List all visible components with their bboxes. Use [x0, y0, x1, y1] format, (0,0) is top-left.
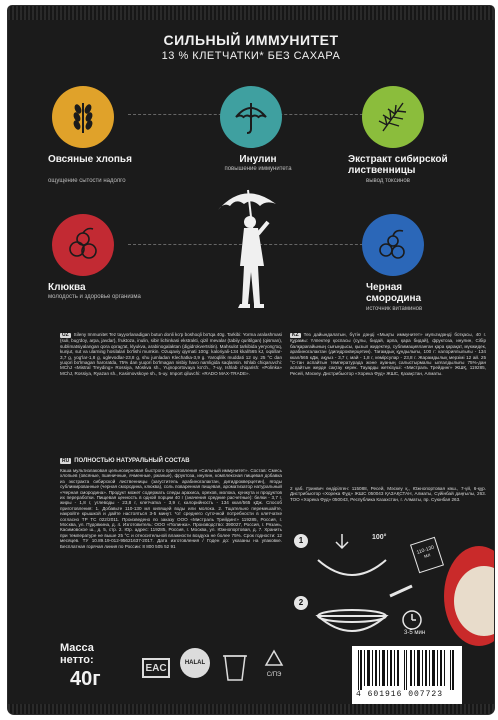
lang-badge-kz: KZ	[292, 332, 299, 338]
step-1-badge: 1	[294, 534, 308, 548]
barcode-bars	[352, 646, 462, 690]
top-seal	[8, 6, 494, 20]
preparation-diagram	[294, 530, 488, 640]
inulin-circle	[220, 86, 282, 148]
ingredient-blackcurrant-name: Черная смородина	[366, 282, 422, 304]
ingredient-oat-name: Овсяные хлопья	[48, 154, 132, 165]
mass-value: 40г	[70, 668, 101, 690]
panel-uz-text: Sileny Immunitet Tez tayyorlanadigan butun donli ko'p boshoqli bo'tqa 40g. Tarkibi: Yorma aralashmasi (suli, bug'doy, arpa, javdar), fruktoza, inulin, sibir lichinkasi ekstrakti, qizil mevalar (tabiiy quritilgan) (qisman), sublimatsiyalangan qora qorag'at, klyukva, arabinogalaktan (digidrokvertsitin). Mahsulot tarkibida yeryong'oq, kunjut, sut va ularning hosilalari bo'lishi mumkin. Ozuqaviy qiymati 100g: kaloriyali-134 kkal/565 kJ, oqsillar-3,7 g, yog'lar-1,8 g, uglevodlar-23,8 g, shu jumladan Klechatka-3,9 g. Yaroqlilik muddati 12 oy. 25 °C dan yuqori bo'lmagan haroratda, 75% dan yuqori bo'lmagan nisbiy havo namligida saqlansin. Ishlab chiqaruvchi: MChJ «Mistral Treyding» Rossiya, Moskva sh., Yujnoportovaya ko'ch., 7-uy, Ishlab chiqarish: «Polinka» MChJ, Rossiya, Ryazan sh., Kasimovskoye sh., 5-uy. Import qiluvchi: «RADO MAX-TRADE».	[60, 332, 282, 376]
oat-circle	[52, 86, 114, 148]
barcode	[352, 646, 462, 704]
cranberry-circle	[52, 214, 114, 276]
panel-kz2-text: 2 қаб. Гринвич өндірілген: 115088, Ресей, Мәскеу қ., Южнопортовая көш., 7-үй, 6-құр. Дистрибьютор «Хорека Фуд» ЖШС 050043 ҚАЗАҚСТАН, Алматы, Сүйінбай даңғылы, 263. ТОО «Хорека Фуд» 050043, Республика Казахстан, г. Алматы, пр. Суюнбая 263.	[290, 486, 486, 502]
woman-umbrella-illustration	[214, 182, 288, 322]
headline-main: СИЛЬНЫЙ ИММУНИТЕТ	[163, 32, 339, 48]
ingredient-larch-desc: вывод токсинов	[366, 178, 410, 184]
blackcurrant-circle	[362, 214, 424, 276]
product-bowl-photo	[444, 546, 494, 646]
svg-text:С/ПЭ: С/ПЭ	[266, 672, 282, 678]
step-2-badge: 2	[294, 596, 308, 610]
time-label: 3-5 мин	[404, 630, 426, 636]
halal-mark: HALAL	[180, 648, 210, 678]
umbrella-icon	[231, 97, 271, 137]
cranberry-icon	[63, 225, 103, 265]
panel-kz-extra	[290, 486, 486, 522]
lang-badge-ru: RU	[62, 458, 70, 464]
blackcurrant-icon	[373, 225, 413, 265]
headline-sub: 13 % КЛЕТЧАТКИ* БЕЗ САХАРА	[161, 50, 341, 62]
ingredient-cranberry-desc: молодость и здоровье организма	[48, 294, 141, 300]
larch-icon	[373, 97, 413, 137]
ingredient-larch-name: Экстракт сибирской лиственницы	[348, 154, 448, 176]
ingredient-oat-desc: ощущение сытости надолго	[48, 178, 126, 184]
cup-recycle-icon	[220, 646, 250, 686]
oat-icon	[63, 97, 103, 137]
larch-circle	[362, 86, 424, 148]
panel-ru	[60, 468, 282, 636]
ingredient-cranberry-name: Клюква	[48, 282, 86, 293]
ingredient-inulin-desc: повышение иммунитета	[224, 166, 292, 172]
panel-uz	[60, 332, 282, 454]
ingredient-blackcurrant-desc: источник витаминов	[366, 306, 423, 312]
barcode-digits: 4 601916 007723	[356, 690, 444, 699]
eac-mark: EAC	[142, 658, 170, 678]
lang-badge-uz: UZ	[62, 332, 69, 338]
temp-label: 100°	[372, 534, 387, 541]
ingredient-inulin-name: Инулин	[239, 154, 277, 165]
mass-label: Масса нетто:	[60, 642, 94, 666]
bottom-seal	[8, 704, 494, 714]
recycle-icon	[260, 648, 288, 678]
kettle-volume: 110-130 мл	[410, 537, 444, 574]
panel-ru-text: Каша мультизлаковая цельнозерновая быстрого приготовления «Сильный иммунитет». Состав: Смесь хлопьев (овсяные, пшеничные, ячменные, ржаные), фруктоза, инулин, комплексная пищевая добавка из экстракта сибирской лиственницы (загуститель арабиногалактан, дигидрокверцетин), ягоды сублимированные (черная смородина, клюква), соль поваренная пищевая, ароматизатор натуральный «Черная смородина». Продукт может содержать следы арахиса, орехов, молока, кунжута и продуктов их переработки. Пищевая ценность в одной порции 40 г (значения средние расчетные): белки - 3,7 г, жиры - 1,8 г, углеводы - 23,8 г, клетчатка - 3,9 г, калорийность - 134 ккал/565 кДж. Способ приготовления: 1. Добавьте 110-130 мл кипящей воды или молока. 2. Тщательно перемешайте, накройте крышкой и дайте настояться 3-5 минут. *от среднего суточной потребности в клетчатке согласно ТР ТС 022/2011. Произведено по заказу ООО «Мистраль Трейдинг» 119285, Россия, г. Москва, ул. Пудовкина, д. 4. Изготовитель: ООО «Полинка». Производство: 390027, Россия, г. Рязань, Касимовское ш., д. 5, стр. 2. Юр. адрес: 119285, Россия, г. Москва, ул. Южнопортовая, д. 7. Хранить при температуре не выше 25 °С и относительной влажности воздуха не более 75%. Срок годности: 12 месяцев. ТУ 10.89.19-012-95621637-2017. Дата изготовления / Годен до: указаны на упаковке. Бесплатная горячая линия по России: 8 800 505 52 91	[60, 468, 282, 549]
panel-kz	[290, 332, 486, 484]
package-back	[8, 6, 494, 714]
ru-section-title: RU ПОЛНОСТЬЮ НАТУРАЛЬНЫЙ СОСТАВ	[62, 458, 190, 464]
panel-kz-text: Тез дайындалатын, бүтін дәнді «Мықты иммунитет» мультидәнді ботқасы, 40 г. Құрамы: Үлпектер қоспасы (сұлы, бидай, арпа, қара бидай), фруктоза, инулин, Сібір балқарағайының сығындысы, қызыл жидектер, сублимацияланған қара қарақат, мүкжидек, арабиногалактан (дигидрокверцетин). Тағамдық құндылығы, 100 г: калориялылығы - 134 ккал/565 кДж, ақуыз - 3,7 г, май - 1,8 г, көмірсулар - 23,8 г. Жарамдылық мерзімі 12 ай. 25 °С-тан аспайтын температурада және ауаның салыстырмалы ылғалдылығы 75%-дан аспайтын жерде сақтау керек. Тауарды жеткізуші: «Мистраль Трейдинг» ЖШҚ, 119285, Ресей, Мәскеу. Дистрибьютор «Хорека Фуд» ЖШС, Қазақстан, Алматы.	[290, 332, 486, 376]
